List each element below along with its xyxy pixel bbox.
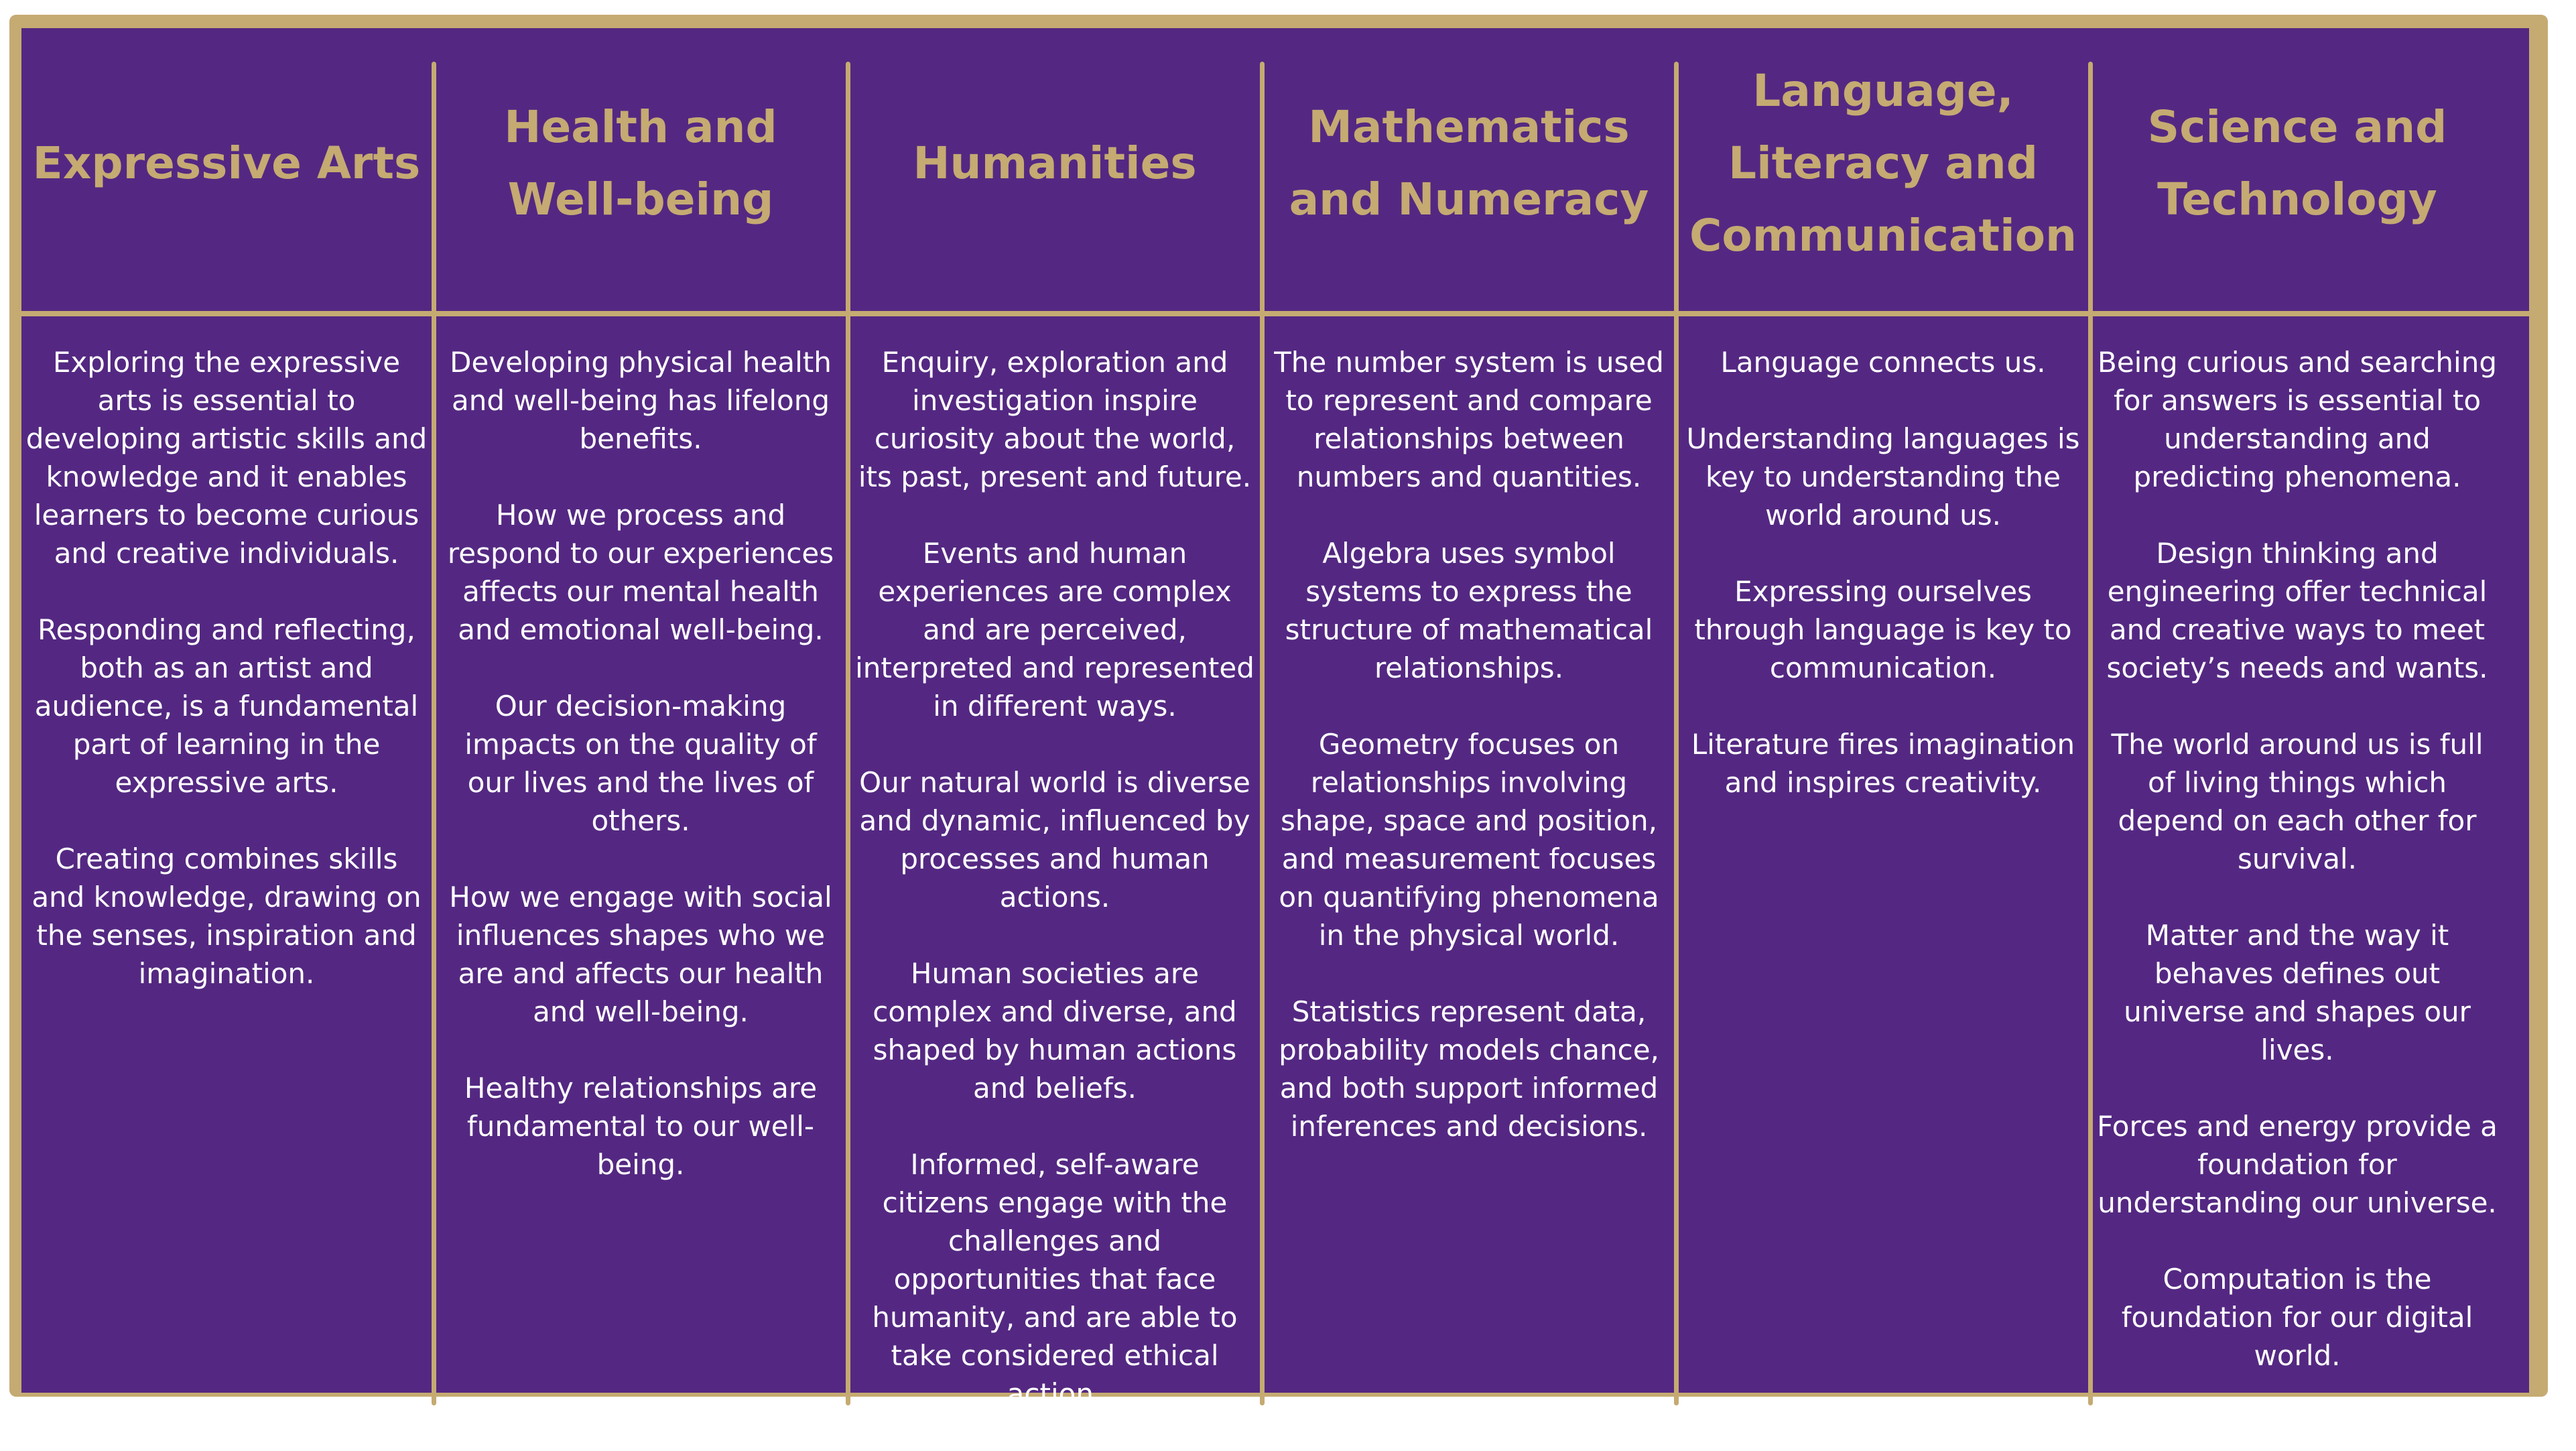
statement: Algebra uses symbol systems to express the structure of mathematical relationships. bbox=[1285, 537, 1653, 684]
column-expressive-arts bbox=[21, 28, 432, 1393]
statement: Exploring the expressive arts is essential to developing artistic skills and knowledge and it enables learners to become curious and creative individuals. bbox=[25, 346, 428, 570]
statement: Healthy relationships are fundamental to our well-being. bbox=[464, 1072, 818, 1181]
column-title: Mathematics and Numeracy bbox=[1289, 101, 1649, 225]
statement: Understanding languages is key to understanding the world around us. bbox=[1686, 422, 2080, 531]
statement: Our decision-making impacts on the quality of our lives and the lives of others. bbox=[464, 690, 817, 837]
board-panel bbox=[21, 28, 2529, 1410]
column-body bbox=[2092, 343, 2502, 1413]
statement: Informed, self-aware citizens engage with the challenges and opportunities that face humanity, and are able to take considered ethical action. bbox=[872, 1148, 1238, 1410]
column-body bbox=[21, 343, 432, 1031]
column-body bbox=[1264, 343, 1674, 1184]
column-header bbox=[436, 28, 846, 299]
statement: Geometry focuses on relationships involving shape, space and position, and measurement focuses on quantifying phenomena in the physical world. bbox=[1279, 728, 1659, 952]
statement: Events and human experiences are complex and are perceived, interpreted and represented in different ways. bbox=[855, 537, 1254, 722]
column-body bbox=[850, 343, 1260, 1451]
column-health-and-well-being bbox=[436, 28, 846, 1393]
statement: Creating combines skills and knowledge, drawing on the senses, inspiration and imagination. bbox=[31, 842, 422, 990]
statement: Design thinking and engineering offer technical and creative ways to meet society’s needs and wants. bbox=[2106, 537, 2488, 684]
statement: Our natural world is diverse and dynamic, influenced by processes and human actions. bbox=[859, 766, 1250, 913]
column-title: Language, Literacy and Communication bbox=[1689, 65, 2077, 261]
curriculum-board bbox=[9, 15, 2548, 1410]
statement: Enquiry, exploration and investigation inspire curiosity about the world, its past, present and future. bbox=[858, 346, 1252, 493]
column-header bbox=[850, 28, 1260, 299]
statement: The world around us is full of living things which depend on each other for survival. bbox=[2111, 728, 2484, 875]
column-mathematics-and-numeracy bbox=[1264, 28, 1674, 1393]
column-header bbox=[2092, 28, 2502, 299]
column-header bbox=[1264, 28, 1674, 299]
statement: Literature fires imagination and inspires creativity. bbox=[1691, 728, 2075, 799]
statement: Being curious and searching for answers is essential to understanding and predicting phenomena. bbox=[2098, 346, 2497, 493]
column-body bbox=[436, 343, 846, 1222]
statement: Forces and energy provide a foundation for understanding our universe. bbox=[2097, 1110, 2498, 1219]
statement: The number system is used to represent and compare relationships between numbers and quantities. bbox=[1274, 346, 1664, 493]
statement: Human societies are complex and diverse, and shaped by human actions and beliefs. bbox=[873, 957, 1237, 1105]
column-body bbox=[1678, 343, 2088, 840]
statement: Developing physical health and well-being has lifelong benefits. bbox=[450, 346, 832, 455]
column-header bbox=[1678, 28, 2088, 299]
statement: Computation is the foundation for our digital world. bbox=[2121, 1263, 2473, 1372]
statement: Matter and the way it behaves defines out universe and shapes our lives. bbox=[2124, 919, 2471, 1066]
column-header bbox=[21, 28, 432, 299]
statement: Expressing ourselves through language is key to communication. bbox=[1694, 575, 2072, 684]
column-title: Expressive Arts bbox=[32, 137, 421, 189]
column-title: Health and Well-being bbox=[504, 101, 777, 225]
column-language-literacy-communication bbox=[1678, 28, 2088, 1393]
column-science-and-technology bbox=[2092, 28, 2502, 1393]
statement: How we process and respond to our experiences affects our mental health and emotional well-being. bbox=[447, 499, 834, 646]
statement: Statistics represent data, probability models chance, and both support informed inferences and decisions. bbox=[1279, 995, 1659, 1143]
statement: Responding and reflecting, both as an artist and audience, is a fundamental part of learning in the expressive arts. bbox=[34, 613, 419, 799]
statement: Language connects us. bbox=[1720, 346, 2046, 379]
column-title: Science and Technology bbox=[2147, 101, 2447, 225]
column-title: Humanities bbox=[913, 137, 1197, 189]
statement: How we engage with social influences shapes who we are and affects our health and well-being. bbox=[449, 881, 832, 1028]
column-humanities bbox=[850, 28, 1260, 1410]
